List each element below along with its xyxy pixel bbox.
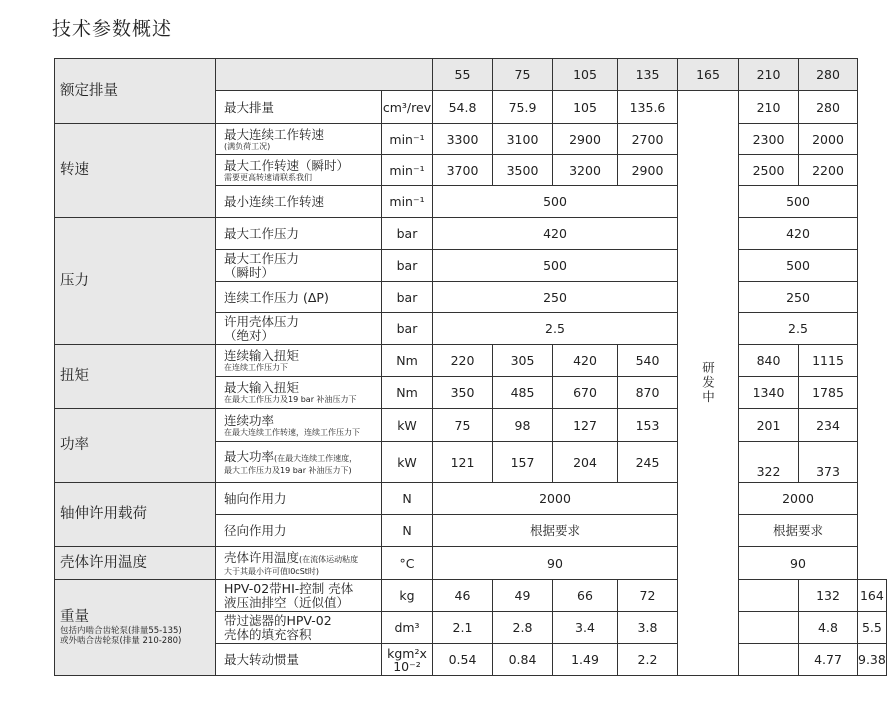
category-speed: 转速 bbox=[55, 124, 216, 218]
param-label: 最小连续工作转速 bbox=[216, 186, 382, 218]
value-cell: 121 bbox=[433, 442, 493, 483]
unit-cell: kW bbox=[382, 409, 433, 442]
value-cell: 根据要求 bbox=[739, 515, 858, 547]
category-shaft-load: 轴伸许用载荷 bbox=[55, 483, 216, 547]
value-cell: 420 bbox=[433, 218, 678, 250]
param-label: 轴向作用力 bbox=[216, 483, 382, 515]
value-cell: 153 bbox=[618, 409, 678, 442]
param-label: 连续输入扭矩 在连续工作压力下 bbox=[216, 345, 382, 377]
spec-table bbox=[54, 58, 887, 676]
value-cell: 98 bbox=[493, 409, 553, 442]
value-cell: 4.77 bbox=[799, 644, 858, 676]
param-label: 带过滤器的HPV-02 壳体的填充容积 bbox=[216, 612, 382, 644]
table-row bbox=[55, 345, 887, 377]
unit-cell: N bbox=[382, 483, 433, 515]
value-cell: 500 bbox=[433, 250, 678, 282]
unit-cell: bar bbox=[382, 218, 433, 250]
table-row bbox=[55, 483, 887, 515]
value-cell: 157 bbox=[493, 442, 553, 483]
value-cell: 234 bbox=[799, 409, 858, 442]
category-weight: 重量 包括内啮合齿轮泵(排量55-135) 或外啮合齿轮泵(排量 210-280) bbox=[55, 580, 216, 676]
value-cell: 66 bbox=[553, 580, 618, 612]
value-cell: 132 bbox=[799, 580, 858, 612]
param-label: 最大输入扭矩 在最大工作压力及19 bar 补油压力下 bbox=[216, 377, 382, 409]
value-cell: 3200 bbox=[553, 155, 618, 186]
value-cell: 1.49 bbox=[553, 644, 618, 676]
unit-cell: min⁻¹ bbox=[382, 124, 433, 155]
value-cell: 420 bbox=[553, 345, 618, 377]
category-pressure: 压力 bbox=[55, 218, 216, 345]
value-cell: 540 bbox=[618, 345, 678, 377]
value-cell: 9.38 bbox=[858, 644, 887, 676]
value-cell-empty bbox=[739, 580, 799, 612]
value-cell: 1340 bbox=[739, 377, 799, 409]
value-cell: 1115 bbox=[799, 345, 858, 377]
value-cell: 127 bbox=[553, 409, 618, 442]
unit-cell: cm³/rev bbox=[382, 91, 433, 124]
unit-cell: kW bbox=[382, 442, 433, 483]
value-cell: 500 bbox=[433, 186, 678, 218]
unit-cell: kgm²x 10⁻² bbox=[382, 644, 433, 676]
size-header: 165 bbox=[678, 59, 739, 91]
value-cell: 2000 bbox=[799, 124, 858, 155]
value-cell: 0.54 bbox=[433, 644, 493, 676]
param-label: 最大连续工作转速 (满负荷工况) bbox=[216, 124, 382, 155]
table-row bbox=[55, 124, 887, 155]
research-note: 研发中 bbox=[678, 91, 739, 676]
value-cell: 0.84 bbox=[493, 644, 553, 676]
size-header: 210 bbox=[739, 59, 799, 91]
unit-cell: min⁻¹ bbox=[382, 155, 433, 186]
value-cell: 根据要求 bbox=[433, 515, 678, 547]
size-header: 75 bbox=[493, 59, 553, 91]
size-header: 135 bbox=[618, 59, 678, 91]
unit-cell: N bbox=[382, 515, 433, 547]
value-cell: 2.5 bbox=[739, 313, 858, 345]
value-cell: 4.8 bbox=[799, 612, 858, 644]
unit-cell: dm³ bbox=[382, 612, 433, 644]
category-torque: 扭矩 bbox=[55, 345, 216, 409]
size-header: 55 bbox=[433, 59, 493, 91]
unit-cell: bar bbox=[382, 250, 433, 282]
param-label: 连续工作压力 (ΔP) bbox=[216, 282, 382, 313]
unit-cell: Nm bbox=[382, 345, 433, 377]
value-cell: 220 bbox=[433, 345, 493, 377]
value-cell: 373 bbox=[799, 442, 858, 483]
value-cell: 2.8 bbox=[493, 612, 553, 644]
param-label: 最大工作转速（瞬时） 需要更高转速请联系我们 bbox=[216, 155, 382, 186]
value-cell: 3.4 bbox=[553, 612, 618, 644]
value-cell: 90 bbox=[739, 547, 858, 580]
value-cell: 204 bbox=[553, 442, 618, 483]
value-cell: 49 bbox=[493, 580, 553, 612]
value-cell: 2200 bbox=[799, 155, 858, 186]
page-title: 技术参数概述 bbox=[52, 18, 173, 40]
size-header: 280 bbox=[799, 59, 858, 91]
value-cell-empty bbox=[739, 612, 799, 644]
unit-cell: kg bbox=[382, 580, 433, 612]
value-cell: 2.1 bbox=[433, 612, 493, 644]
value-cell: 420 bbox=[739, 218, 858, 250]
value-cell: 870 bbox=[618, 377, 678, 409]
param-label: 径向作用力 bbox=[216, 515, 382, 547]
value-cell: 2900 bbox=[553, 124, 618, 155]
value-cell: 250 bbox=[433, 282, 678, 313]
table-row bbox=[55, 218, 887, 250]
value-cell: 350 bbox=[433, 377, 493, 409]
param-label: 最大排量 bbox=[216, 91, 382, 124]
value-cell: 46 bbox=[433, 580, 493, 612]
value-cell: 210 bbox=[739, 91, 799, 124]
value-cell: 2300 bbox=[739, 124, 799, 155]
header-blank bbox=[216, 59, 433, 91]
value-cell: 322 bbox=[739, 442, 799, 483]
category-temperature: 壳体许用温度 bbox=[55, 547, 216, 580]
value-cell: 500 bbox=[739, 250, 858, 282]
unit-cell: °C bbox=[382, 547, 433, 580]
table-row bbox=[55, 580, 887, 612]
param-label: 许用壳体压力 （绝对） bbox=[216, 313, 382, 345]
category-power: 功率 bbox=[55, 409, 216, 483]
value-cell: 840 bbox=[739, 345, 799, 377]
param-label: 最大工作压力 （瞬时） bbox=[216, 250, 382, 282]
value-cell: 2000 bbox=[739, 483, 858, 515]
param-label: 最大转动惯量 bbox=[216, 644, 382, 676]
value-cell-empty bbox=[739, 644, 799, 676]
value-cell: 5.5 bbox=[858, 612, 887, 644]
value-cell: 2900 bbox=[618, 155, 678, 186]
value-cell: 90 bbox=[433, 547, 678, 580]
value-cell: 245 bbox=[618, 442, 678, 483]
value-cell: 3300 bbox=[433, 124, 493, 155]
value-cell: 3.8 bbox=[618, 612, 678, 644]
param-label: 壳体许用温度(在流体运动粘度 大于其最小许可值l0cSt时) bbox=[216, 547, 382, 580]
value-cell: 75 bbox=[433, 409, 493, 442]
value-cell: 280 bbox=[799, 91, 858, 124]
value-cell: 164 bbox=[858, 580, 887, 612]
value-cell: 305 bbox=[493, 345, 553, 377]
table-row bbox=[55, 409, 887, 442]
value-cell: 1785 bbox=[799, 377, 858, 409]
size-header: 105 bbox=[553, 59, 618, 91]
unit-cell: bar bbox=[382, 282, 433, 313]
value-cell: 2000 bbox=[433, 483, 678, 515]
value-cell: 3700 bbox=[433, 155, 493, 186]
value-cell: 135.6 bbox=[618, 91, 678, 124]
table-row bbox=[55, 547, 887, 580]
value-cell: 75.9 bbox=[493, 91, 553, 124]
value-cell: 2500 bbox=[739, 155, 799, 186]
value-cell: 2700 bbox=[618, 124, 678, 155]
value-cell: 72 bbox=[618, 580, 678, 612]
value-cell: 105 bbox=[553, 91, 618, 124]
table-row bbox=[55, 59, 887, 91]
category-displacement: 额定排量 bbox=[55, 59, 216, 124]
value-cell: 2.5 bbox=[433, 313, 678, 345]
value-cell: 54.8 bbox=[433, 91, 493, 124]
unit-cell: bar bbox=[382, 313, 433, 345]
value-cell: 670 bbox=[553, 377, 618, 409]
value-cell: 500 bbox=[739, 186, 858, 218]
value-cell: 3500 bbox=[493, 155, 553, 186]
unit-cell: Nm bbox=[382, 377, 433, 409]
value-cell: 250 bbox=[739, 282, 858, 313]
param-label: 连续功率 在最大连续工作转速，连续工作压力下 bbox=[216, 409, 382, 442]
param-label: 最大工作压力 bbox=[216, 218, 382, 250]
unit-cell: min⁻¹ bbox=[382, 186, 433, 218]
value-cell: 201 bbox=[739, 409, 799, 442]
value-cell: 2.2 bbox=[618, 644, 678, 676]
value-cell: 485 bbox=[493, 377, 553, 409]
value-cell: 3100 bbox=[493, 124, 553, 155]
param-label: HPV-02带HI-控制 壳体 液压油排空（近似值） bbox=[216, 580, 382, 612]
param-label: 最大功率(在最大连续工作速度， 最大工作压力及19 bar 补油压力下) bbox=[216, 442, 382, 483]
